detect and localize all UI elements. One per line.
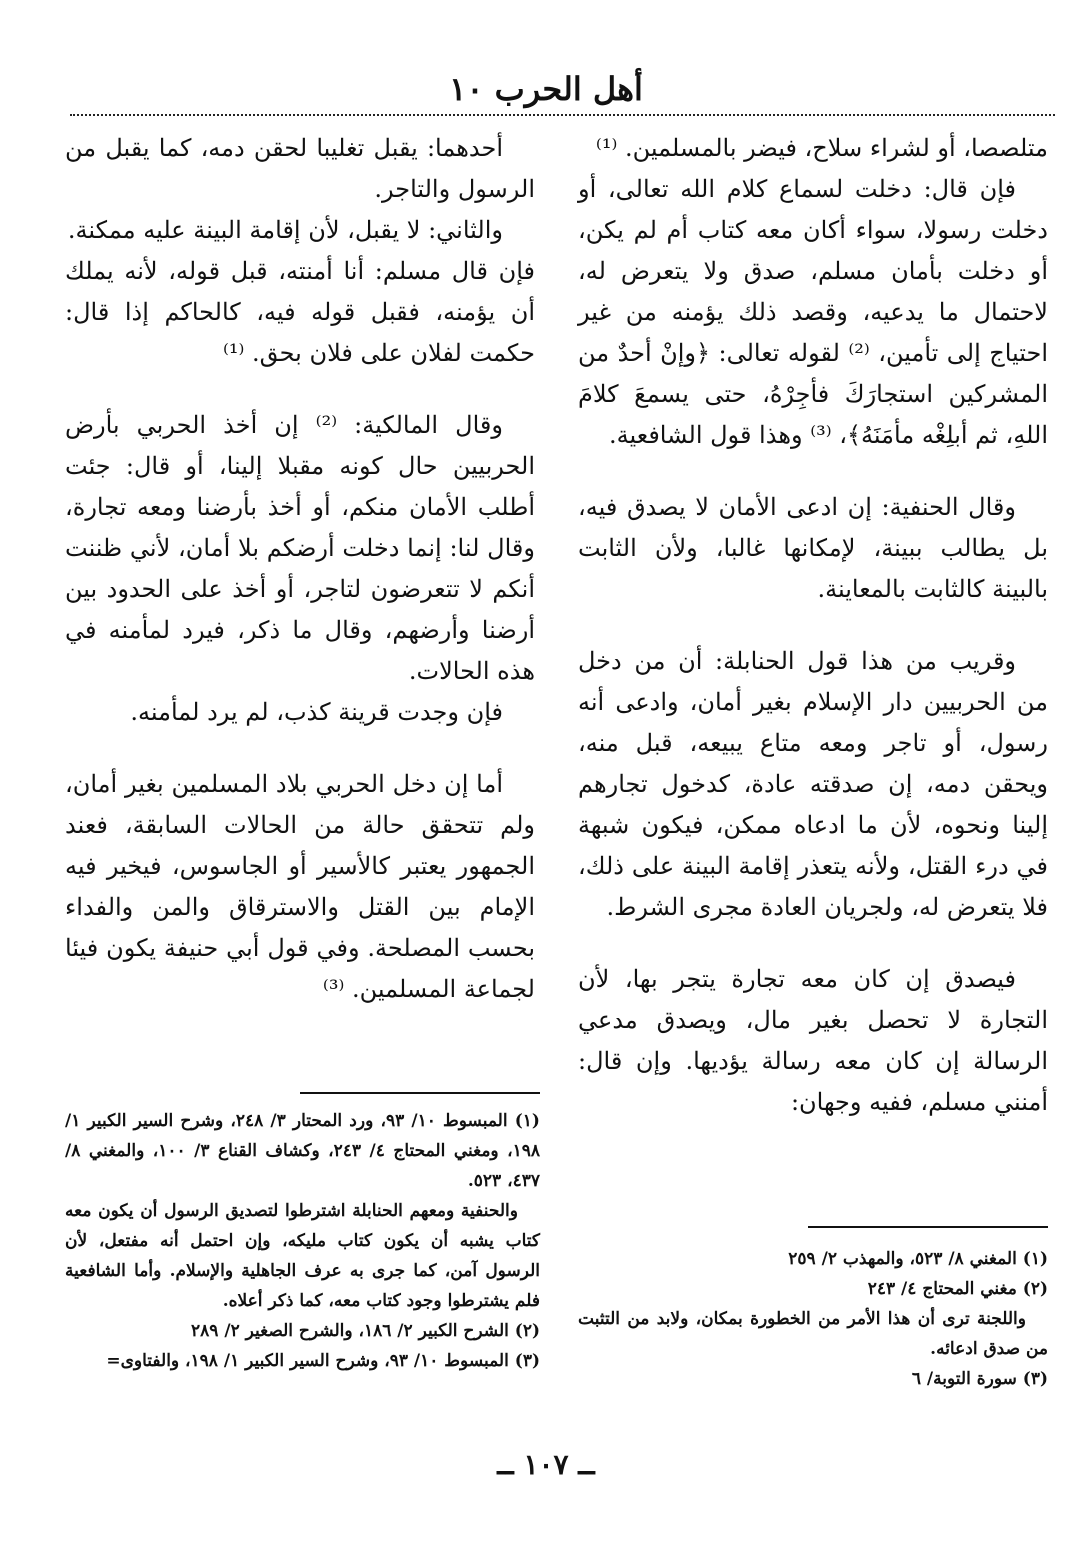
right-column	[578, 128, 1048, 1123]
paragraph: أما إن دخل الحربي بلاد المسلمين بغير أمان، ولم تتحقق حالة من الحالات السابقة، فعند الجمهور يعتبر كالأسير أو الجاسوس، فيخير فيه الإمام بين القتل والاسترقاق والمن والفداء بحسب المصلحة. وفي قول أبي حنيفة يكون فيئا لجماعة المسلمين. ⁽³⁾	[65, 770, 535, 1003]
footnote-note: واللجنة ترى أن هذا الأمر من الخطورة بمكان، ولابد من التثبت من صدق ادعائه.	[578, 1309, 1048, 1359]
paragraph: فإن وجدت قرينة كذب، لم يرد لمأمنه.	[130, 698, 503, 726]
footnote: (١) المغني ٨/ ٥٢٣، والمهذب ٢/ ٢٥٩	[788, 1249, 1048, 1269]
header-dotted-rule	[70, 114, 1055, 116]
footnote: (٢) مغني المحتاج ٤/ ٢٤٣	[867, 1279, 1048, 1299]
left-footnotes	[65, 1106, 540, 1376]
footnote: (٣) المبسوط ١٠/ ٩٣، وشرح السير الكبير ١/ ١٩٨، والفتاوى=	[106, 1351, 540, 1371]
paragraph: فإن قال: دخلت لسماع كلام الله تعالى، أو دخلت رسولا، سواء أكان معه كتاب أم لم يكن، أو دخلت بأمان مسلم، صدق ولا يتعرض له، لاحتمال ما يدعيه، وقصد ذلك يؤمنه من غير احتياج إلى تأمين، ⁽²⁾ لقوله تعالى: ﴿وإنْ أحدٌ من المشركين استجارَكَ فأجِرْهُ، حتى يسمعَ كلامَ اللهِ، ثم أبلِغْه مأمَنَهُ﴾، ⁽³⁾ وهذا قول الشافعية.	[578, 175, 1049, 449]
paragraph: وقريب من هذا قول الحنابلة: أن من دخل من الحربيين دار الإسلام بغير أمان، وادعى أنه رسول، أو تاجر ومعه متاع يبيعه، قبل منه، ويحقن دمه، إن صدقته عادة، كدخول تجارهم إلينا ونحوه، لأن ما ادعاه ممكن، فيكون شبهة في درء القتل، ولأنه يتعذر إقامة البينة على ذلك، فلا يتعرض له، ولجريان العادة مجرى الشرط.	[578, 647, 1048, 921]
paragraph: وقال الحنفية: إن ادعى الأمان لا يصدق فيه، بل يطالب ببينة، لإمكانها غالبا، ولأن الثابت بالبينة كالثابت بالمعاينة.	[578, 493, 1048, 603]
page-number: ــ ١٠٧ ــ	[497, 1448, 595, 1481]
footnote: (١) المبسوط ١٠/ ٩٣، ورد المحتار ٣/ ٢٤٨، وشرح السير الكبير ١/ ١٩٨، ومغني المحتاج ٤/ ٢٤٣، وكشاف القناع ٣/ ١٠٠، والمغني ٨/ ٤٣٧، ٥٢٣.	[65, 1111, 541, 1191]
running-header: أهل الحرب ١٠	[449, 70, 643, 108]
footnote: (٢) الشرح الكبير ٢/ ١٨٦، والشرح الصغير ٢/ ٢٨٩	[191, 1321, 540, 1341]
paragraph: أحدهما: يقبل تغليبا لحقن دمه، كما يقبل من الرسول والتاجر.	[65, 134, 535, 203]
paragraph: والثاني: لا يقبل، لأن إقامة البينة عليه ممكنة.	[67, 216, 503, 244]
footnote-separator	[300, 1092, 540, 1094]
paragraph: وقال المالكية: ⁽²⁾ إن أخذ الحربي بأرض الحربيين حال كونه مقبلا إلينا، أو قال: جئت أطلب الأمان منكم، أو أخذ بأرضنا ومعه تجارة، وقال لنا: إنما دخلت أرضكم بلا أمان، لأني ظننت أنكم لا تتعرضون لتاجر، أو أخذ على الحدود بين أرضنا وأرضهم، وقال ما ذكر، فيرد لمأمنه في هذه الحالات.	[65, 411, 535, 685]
footnote-note: والحنفية ومعهم الحنابلة اشترطوا لتصديق الرسول أن يكون معه كتاب يشبه أن يكون كتاب مليكه، وإن احتمل أنه مفتعل، لأن الرسول آمن، كما جرى به عرف الجاهلية والإسلام. وأما الشافعية فلم يشترطوا وجود كتاب معه، كما ذكر أعلاه.	[65, 1201, 540, 1311]
footnote-separator	[808, 1226, 1048, 1228]
paragraph: فيصدق إن كان معه تجارة يتجر بها، لأن التجارة لا تحصل بغير مال، ويصدق مدعي الرسالة إن كان معه رسالة يؤديها. وإن قال: أمنني مسلم، ففيه وجهان:	[578, 965, 1048, 1116]
left-column	[65, 128, 535, 1010]
footnote: (٣) سورة التوبة/ ٦	[911, 1369, 1048, 1389]
paragraph: متلصصا، أو لشراء سلاح، فيضر بالمسلمين. ⁽¹⁾	[595, 134, 1048, 162]
paragraph: فإن قال مسلم: أنا أمنته، قبل قوله، لأنه يملك أن يؤمنه، فقبل قوله فيه، كالحاكم إذا قال: حكمت لفلان على فلان بحق. ⁽¹⁾	[65, 257, 535, 367]
right-footnotes	[578, 1244, 1048, 1394]
